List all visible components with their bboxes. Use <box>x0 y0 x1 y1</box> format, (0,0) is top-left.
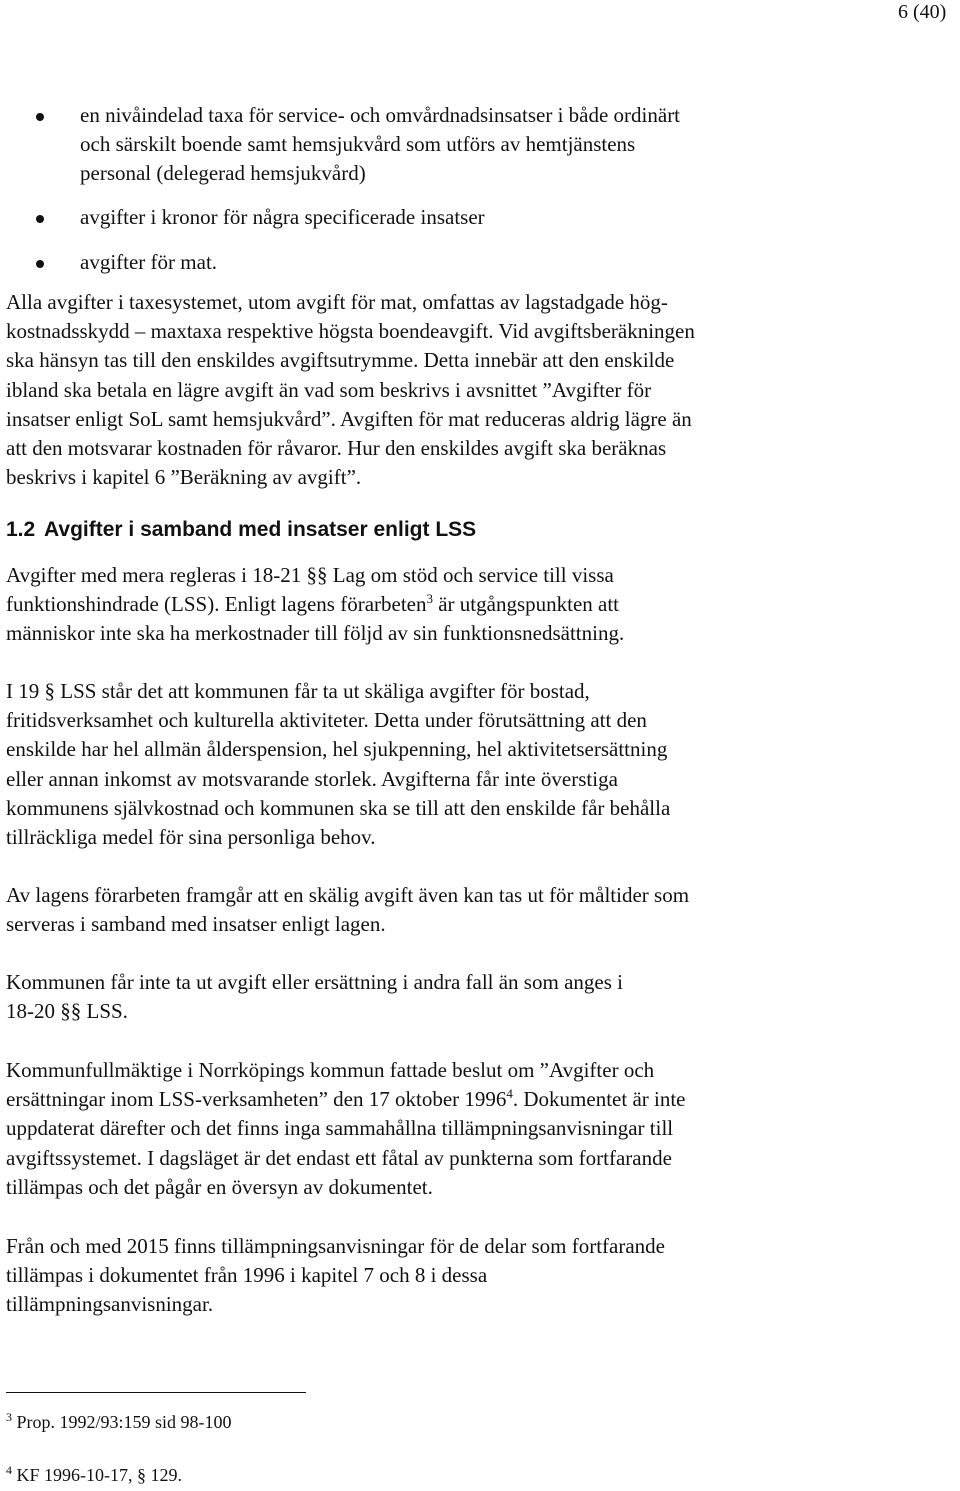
paragraph-line: I 19 § LSS står det att kommunen får ta ut skäliga avgifter för bostad, <box>6 679 590 703</box>
paragraph-line: avgiftssystemet. I dagsläget är det endast ett fåtal av punkterna som fortfarande <box>6 1145 672 1170</box>
paragraph-line: Alla avgifter i taxesystemet, utom avgift för mat, omfattas av lagstadgade hög- <box>6 290 668 314</box>
section-number: 1.2 <box>6 518 36 541</box>
paragraph-line: tillräckliga medel för sina personliga behov. <box>6 825 376 850</box>
paragraph-line: ersättningar inom LSS-verksamheten” den 17 oktober 1996$^4$. Dokumentet är inte <box>6 1086 686 1112</box>
footnote-text: KF 1996-10-17, § 129. <box>12 1465 182 1485</box>
footnote-ref[interactable]: 4 <box>506 1086 513 1102</box>
footnote-mark: 3 <box>6 1410 12 1424</box>
paragraph-line: att den motsvarar kostnaden för råvaror. Hur den enskildes avgift ska beräknas <box>6 436 667 461</box>
paragraph-line: enskilde har hel allmän ålderspension, hel sjukpenning, hel aktivitetsersättning <box>6 737 668 762</box>
list-item-line: en nivåindelad taxa för service- och omvårdnadsinsatser i både ordinärt <box>80 103 681 127</box>
bullet-dot-icon <box>36 113 44 121</box>
paragraph-line: insatser enligt SoL samt hemsjukvård”. Avgiften för mat reduceras aldrig lägre än <box>6 406 692 431</box>
paragraph-line: ska hänsyn tas till den enskildes avgiftsutrymme. Detta innebär att den enskilde <box>6 348 675 373</box>
paragraph-line: eller annan inkomst av motsvarande storlek. Avgifterna får inte överstiga <box>6 766 618 791</box>
paragraph-line: ibland ska betala en lägre avgift än vad som beskrivs i avsnittet ”Avgifter för <box>6 377 652 402</box>
paragraph-line: Av lagens förarbeten framgår att en skälig avgift även kan tas ut för måltider som <box>6 883 690 907</box>
paragraph-line: kostnadsskydd – maxtaxa respektive högsta boendeavgift. Vid avgiftsberäkningen <box>6 319 695 344</box>
list-item-line: avgifter för mat. <box>80 250 218 274</box>
paragraph-line: Från och med 2015 finns tillämpningsanvisningar för de delar som fortfarande <box>6 1234 665 1258</box>
paragraph-line: människor inte ska ha merkostnader till följd av sin funktionsnedsättning. <box>6 621 625 646</box>
paragraph-line: tillämpas och det pågår en översyn av dokumentet. <box>6 1174 433 1199</box>
footnote <box>6 1412 232 1433</box>
paragraph-line: Kommunfullmäktige i Norrköpings kommun fattade beslut om ”Avgifter och <box>6 1058 655 1082</box>
paragraph-lss <box>6 561 624 649</box>
list-item-line: personal (delegerad hemsjukvård) <box>80 161 366 185</box>
paragraph-avgifter <box>6 288 695 492</box>
footnote-divider <box>6 1392 306 1393</box>
paragraph-line: tillämpningsanvisningar. <box>6 1292 214 1317</box>
paragraph-kommunen <box>6 968 623 1026</box>
section-title: Avgifter i samband med insatser enligt LSS <box>44 518 477 541</box>
paragraph-line: tillämpas i dokumentet från 1996 i kapitel 7 och 8 i dessa <box>6 1263 488 1288</box>
paragraph-line: beskrivs i kapitel 6 ”Beräkning av avgift”. <box>6 465 362 490</box>
footnote-ref[interactable]: 3 <box>426 591 433 607</box>
paragraph-line: funktionshindrade (LSS). Enligt lagens förarbeten$^3$ är utgångspunkten att <box>6 591 620 617</box>
paragraph-19-lss <box>6 677 670 852</box>
list-item-line: avgifter i kronor för några specificerade insatser <box>80 205 485 229</box>
footnote-mark: 4 <box>6 1463 12 1477</box>
page-number: 6 (40) <box>898 1 947 23</box>
paragraph-line: Avgifter med mera regleras i 18-21 §§ Lag om stöd och service till vissa <box>6 563 614 587</box>
paragraph-maltider <box>6 881 689 939</box>
footnote-text: Prop. 1992/93:159 sid 98-100 <box>12 1412 232 1432</box>
list-item-line: och särskilt boende samt hemsjukvård som utförs av hemtjänstens <box>80 132 636 156</box>
footnote <box>6 1465 182 1486</box>
paragraph-line: serveras i samband med insatser enligt lagen. <box>6 912 386 937</box>
paragraph-2015 <box>6 1232 665 1320</box>
paragraph-line: kommunens självkostnad och kommunen ska se till att den enskilde får behålla <box>6 795 671 820</box>
bullet-dot-icon <box>36 215 44 223</box>
section-heading <box>6 518 476 542</box>
paragraph-line: fritidsverksamhet och kulturella aktiviteter. Detta under förutsättning att den <box>6 708 647 733</box>
paragraph-line: uppdaterat därefter och det finns inga sammahållna tillämpningsanvisningar till <box>6 1116 674 1141</box>
paragraph-line: 18-20 §§ LSS. <box>6 999 128 1024</box>
paragraph-kommunfullmaktige <box>6 1056 686 1202</box>
paragraph-line: Kommunen får inte ta ut avgift eller ersättning i andra fall än som anges i <box>6 970 623 994</box>
bullet-dot-icon <box>36 260 44 268</box>
